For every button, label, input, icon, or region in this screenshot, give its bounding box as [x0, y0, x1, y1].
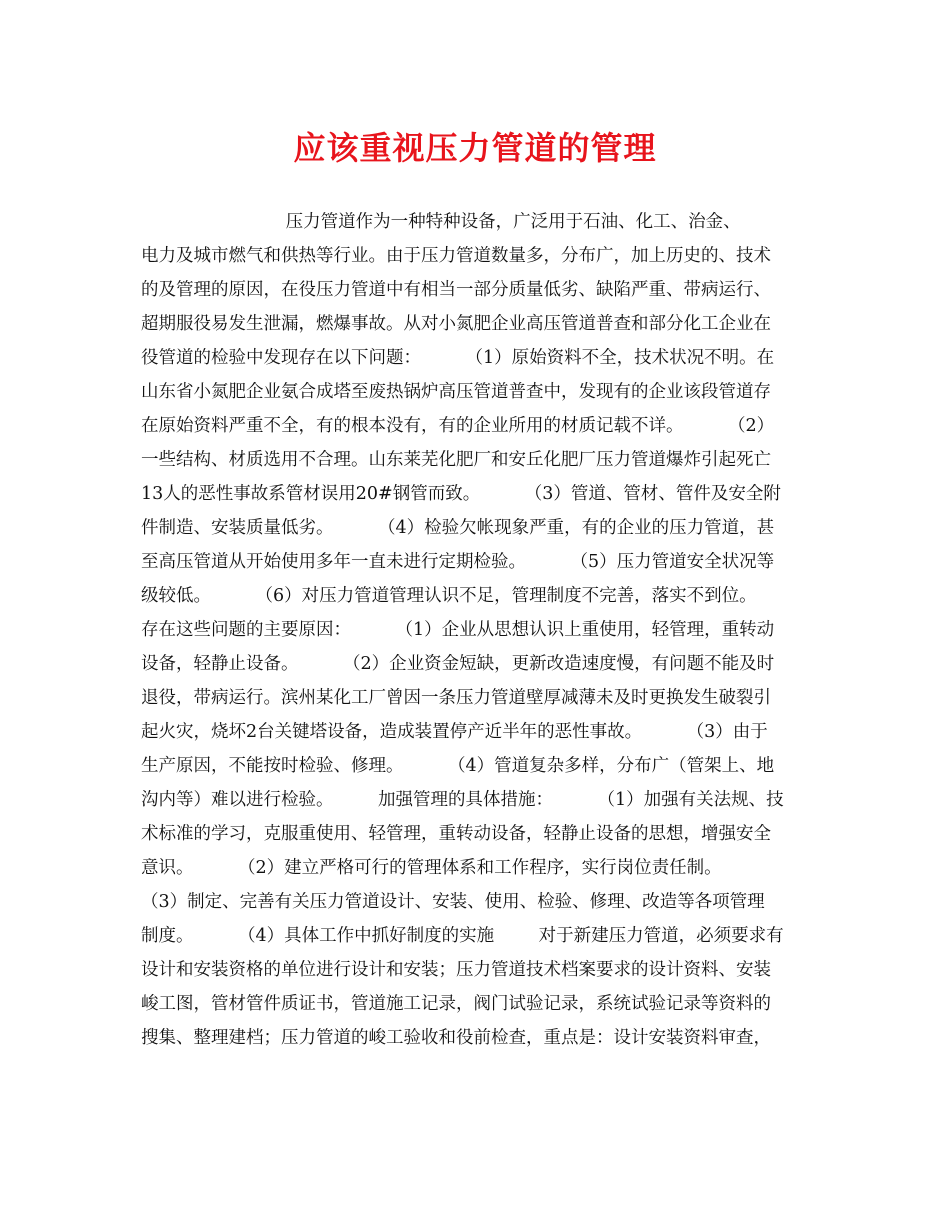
- body-line: 术标准的学习，克服重使用、轻管理，重转动设备，轻静止设备的思想，增强安全: [141, 824, 771, 844]
- body-line: 设备，轻静止设备。 （2）企业资金短缺，更新改造速度慢，有问题不能及时: [141, 654, 775, 674]
- body-line: 退役，带病运行。滨州某化工厂曾因一条压力管道壁厚减薄未及时更换发生破裂引: [141, 688, 771, 708]
- body-line: 峻工图，管材管件质证书，管道施工记录，阀门试验记录，系统试验记录等资料的: [141, 994, 771, 1014]
- body-line: 电力及城市燃气和供热等行业。由于压力管道数量多，分布广，加上历史的、技术: [141, 246, 771, 266]
- body-line: 设计和安装资格的单位进行设计和安装；压力管道技术档案要求的设计资料、安装: [141, 960, 771, 980]
- body-line: 一些结构、材质选用不合理。山东莱芜化肥厂和安丘化肥厂压力管道爆炸引起死亡: [141, 450, 771, 470]
- body-line: 件制造、安装质量低劣。 （4）检验欠帐现象严重，有的企业的压力管道，甚: [141, 518, 775, 538]
- body-line: 搜集、整理建档；压力管道的峻工验收和役前检查，重点是：设计安装资料审查，: [141, 1028, 771, 1048]
- body-line: 存在这些问题的主要原因： （1）企业从思想认识上重使用，轻管理，重转动: [141, 620, 775, 640]
- body-line: 在原始资料严重不全，有的根本没有，有的企业所用的材质记载不详。 （2）: [141, 416, 775, 436]
- body-line: 13人的恶性事故系管材误用20#钢管而致。 （3）管道、管材、管件及安全附: [141, 484, 781, 504]
- body-line: 沟内等）难以进行检验。 加强管理的具体措施： （1）加强有关法规、技: [141, 790, 784, 810]
- body-line: 意识。 （2）建立严格可行的管理体系和工作程序，实行岗位责任制。: [141, 858, 722, 878]
- document-title: 应该重视压力管道的管理: [293, 129, 657, 167]
- body-line: 役管道的检验中发现存在以下问题： （1）原始资料不全，技术状况不明。在: [141, 348, 775, 368]
- body-line: （3）制定、完善有关压力管道设计、安装、使用、检验、修理、改造等各项管理: [141, 892, 765, 912]
- document-body: [141, 205, 841, 1055]
- body-line: 山东省小氮肥企业氨合成塔至废热锅炉高压管道普查中，发现有的企业该段管道存: [141, 382, 771, 402]
- body-line: 超期服役易发生泄漏，燃爆事故。从对小氮肥企业高压管道普查和部分化工企业在: [141, 314, 771, 334]
- body-line: 压力管道作为一种特种设备，广泛用于石油、化工、治金、: [141, 212, 741, 232]
- body-line: 制度。 （4）具体工作中抓好制度的实施 对于新建压力管道，必须要求有: [141, 926, 784, 946]
- body-line: 的及管理的原因，在役压力管道中有相当一部分质量低劣、缺陷严重、带病运行、: [141, 280, 771, 300]
- body-line: 至高压管道从开始使用多年一直未进行定期检验。 （5）压力管道安全状况等: [141, 552, 775, 572]
- body-line: 级较低。 （6）对压力管道管理认识不足，管理制度不完善，落实不到位。: [141, 586, 757, 606]
- body-line: 生产原因，不能按时检验、修理。 （4）管道复杂多样，分布广（管架上、地: [141, 756, 775, 776]
- body-line: 起火灾，烧坏2台关键塔设备，造成装置停产近半年的恶性事故。 （3）由于: [141, 722, 768, 742]
